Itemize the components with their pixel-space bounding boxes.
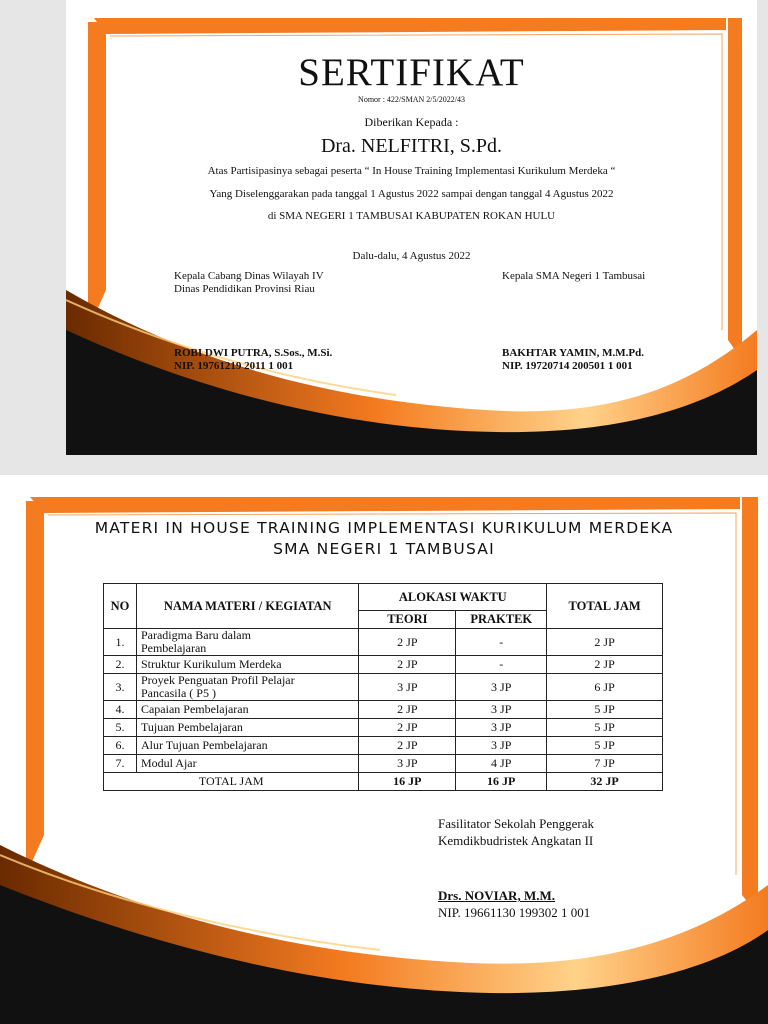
row-nama	[136, 629, 358, 656]
facilitator-block	[438, 887, 590, 921]
row-nama: Alur Tujuan Pembelajaran	[136, 737, 358, 755]
row-nama: Struktur Kurikulum Merdeka	[136, 656, 358, 674]
total-teori: 16 JP	[359, 773, 456, 791]
date-range-text: Yang Diselenggarakan pada tanggal 1 Agustus 2022 sampai dengan tanggal 4 Agustus 2022	[209, 188, 614, 200]
table-row	[104, 629, 663, 656]
row-praktek: 3 JP	[456, 719, 547, 737]
row-praktek: -	[456, 656, 547, 674]
row-nama: Capaian Pembelajaran	[136, 701, 358, 719]
materi-title-line1: MATERI IN HOUSE TRAINING IMPLEMENTASI KURIKULUM MERDEKA	[94, 519, 674, 537]
header-alokasi: ALOKASI WAKTU	[359, 584, 547, 611]
left-signer-role	[174, 270, 324, 296]
certificate-number: Nomor : 422/SMAN 2/5/2022/43	[358, 95, 465, 104]
row-nama: Tujuan Pembelajaran	[136, 719, 358, 737]
left-signer-role2: Dinas Pendidikan Provinsi Riau	[174, 283, 315, 295]
row-teori: 2 JP	[359, 701, 456, 719]
materi-title-line2: SMA NEGERI 1 TAMBUSAI	[273, 540, 495, 558]
materi-table	[103, 583, 663, 791]
row-total: 7 JP	[547, 755, 663, 773]
left-signer-role1: Kepala Cabang Dinas Wilayah IV	[174, 270, 324, 282]
right-signer-block	[502, 347, 644, 373]
table-total-row	[104, 773, 663, 791]
table-row	[104, 701, 663, 719]
table-row	[104, 719, 663, 737]
row-no: 3.	[104, 674, 137, 701]
facilitator-role	[438, 815, 594, 849]
total-total: 32 JP	[547, 773, 663, 791]
table-row	[104, 674, 663, 701]
row-nama-line2: Pembelajaran	[140, 641, 207, 655]
row-no: 4.	[104, 701, 137, 719]
right-signer-role: Kepala SMA Negeri 1 Tambusai	[502, 270, 646, 282]
right-signer-nip: NIP. 19720714 200501 1 001	[502, 360, 633, 372]
row-teori: 2 JP	[359, 737, 456, 755]
header-nama: NAMA MATERI / KEGIATAN	[136, 584, 358, 629]
table-row	[104, 755, 663, 773]
facilitator-role2: Kemdikbudristek Angkatan II	[438, 833, 594, 848]
facilitator-nip: NIP. 19661130 199302 1 001	[438, 905, 591, 920]
table-row	[104, 737, 663, 755]
row-praktek: 4 JP	[456, 755, 547, 773]
given-to-label: Diberikan Kepada :	[364, 115, 459, 129]
total-praktek: 16 JP	[456, 773, 547, 791]
row-nama-line1: Proyek Penguatan Profil Pelajar	[140, 673, 295, 687]
left-signer-nip: NIP. 19761219 2011 1 001	[174, 360, 294, 372]
row-total: 2 JP	[547, 629, 663, 656]
row-no: 2.	[104, 656, 137, 674]
row-no: 1.	[104, 629, 137, 656]
certificate-card	[66, 0, 757, 455]
right-signer-name: BAKHTAR YAMIN, M.M.Pd.	[502, 347, 644, 359]
table-header-row	[104, 584, 663, 611]
left-signer-block	[174, 347, 332, 373]
recipient-name: Dra. NELFITRI, S.Pd.	[320, 135, 503, 157]
row-teori: 3 JP	[359, 755, 456, 773]
row-no: 6.	[104, 737, 137, 755]
header-no: NO	[104, 584, 137, 629]
row-nama	[136, 674, 358, 701]
total-label: TOTAL JAM	[104, 773, 359, 791]
row-total: 2 JP	[547, 656, 663, 674]
row-total: 5 JP	[547, 737, 663, 755]
row-praktek: -	[456, 629, 547, 656]
row-no: 5.	[104, 719, 137, 737]
row-no: 7.	[104, 755, 137, 773]
row-teori: 2 JP	[359, 719, 456, 737]
certificate-title: SERTIFIKAT	[298, 51, 525, 94]
row-praktek: 3 JP	[456, 674, 547, 701]
table-row	[104, 656, 663, 674]
row-nama-line2: Pancasila ( P5 )	[140, 686, 216, 700]
materi-card	[0, 475, 768, 1024]
participation-text: Atas Partisipasinya sebagai peserta “ In House Training Implementasi Kurikulum Merdeka “	[207, 165, 616, 177]
row-teori: 2 JP	[359, 629, 456, 656]
row-nama-line1: Paradigma Baru dalam	[140, 628, 251, 642]
row-total: 5 JP	[547, 701, 663, 719]
header-teori: TEORI	[359, 611, 456, 629]
left-signer-name: ROBI DWI PUTRA, S.Sos., M.Si.	[174, 347, 333, 359]
row-total: 6 JP	[547, 674, 663, 701]
facilitator-name: Drs. NOVIAR, M.M.	[438, 888, 555, 903]
row-praktek: 3 JP	[456, 701, 547, 719]
header-praktek: PRAKTEK	[456, 611, 547, 629]
row-teori: 2 JP	[359, 656, 456, 674]
header-total: TOTAL JAM	[547, 584, 663, 629]
row-nama: Modul Ajar	[136, 755, 358, 773]
facilitator-role1: Fasilitator Sekolah Penggerak	[438, 816, 594, 831]
row-teori: 3 JP	[359, 674, 456, 701]
row-praktek: 3 JP	[456, 737, 547, 755]
location-text: di SMA NEGERI 1 TAMBUSAI KABUPATEN ROKAN HULU	[267, 210, 556, 222]
place-date: Dalu-dalu, 4 Agustus 2022	[352, 250, 471, 262]
row-total: 5 JP	[547, 719, 663, 737]
